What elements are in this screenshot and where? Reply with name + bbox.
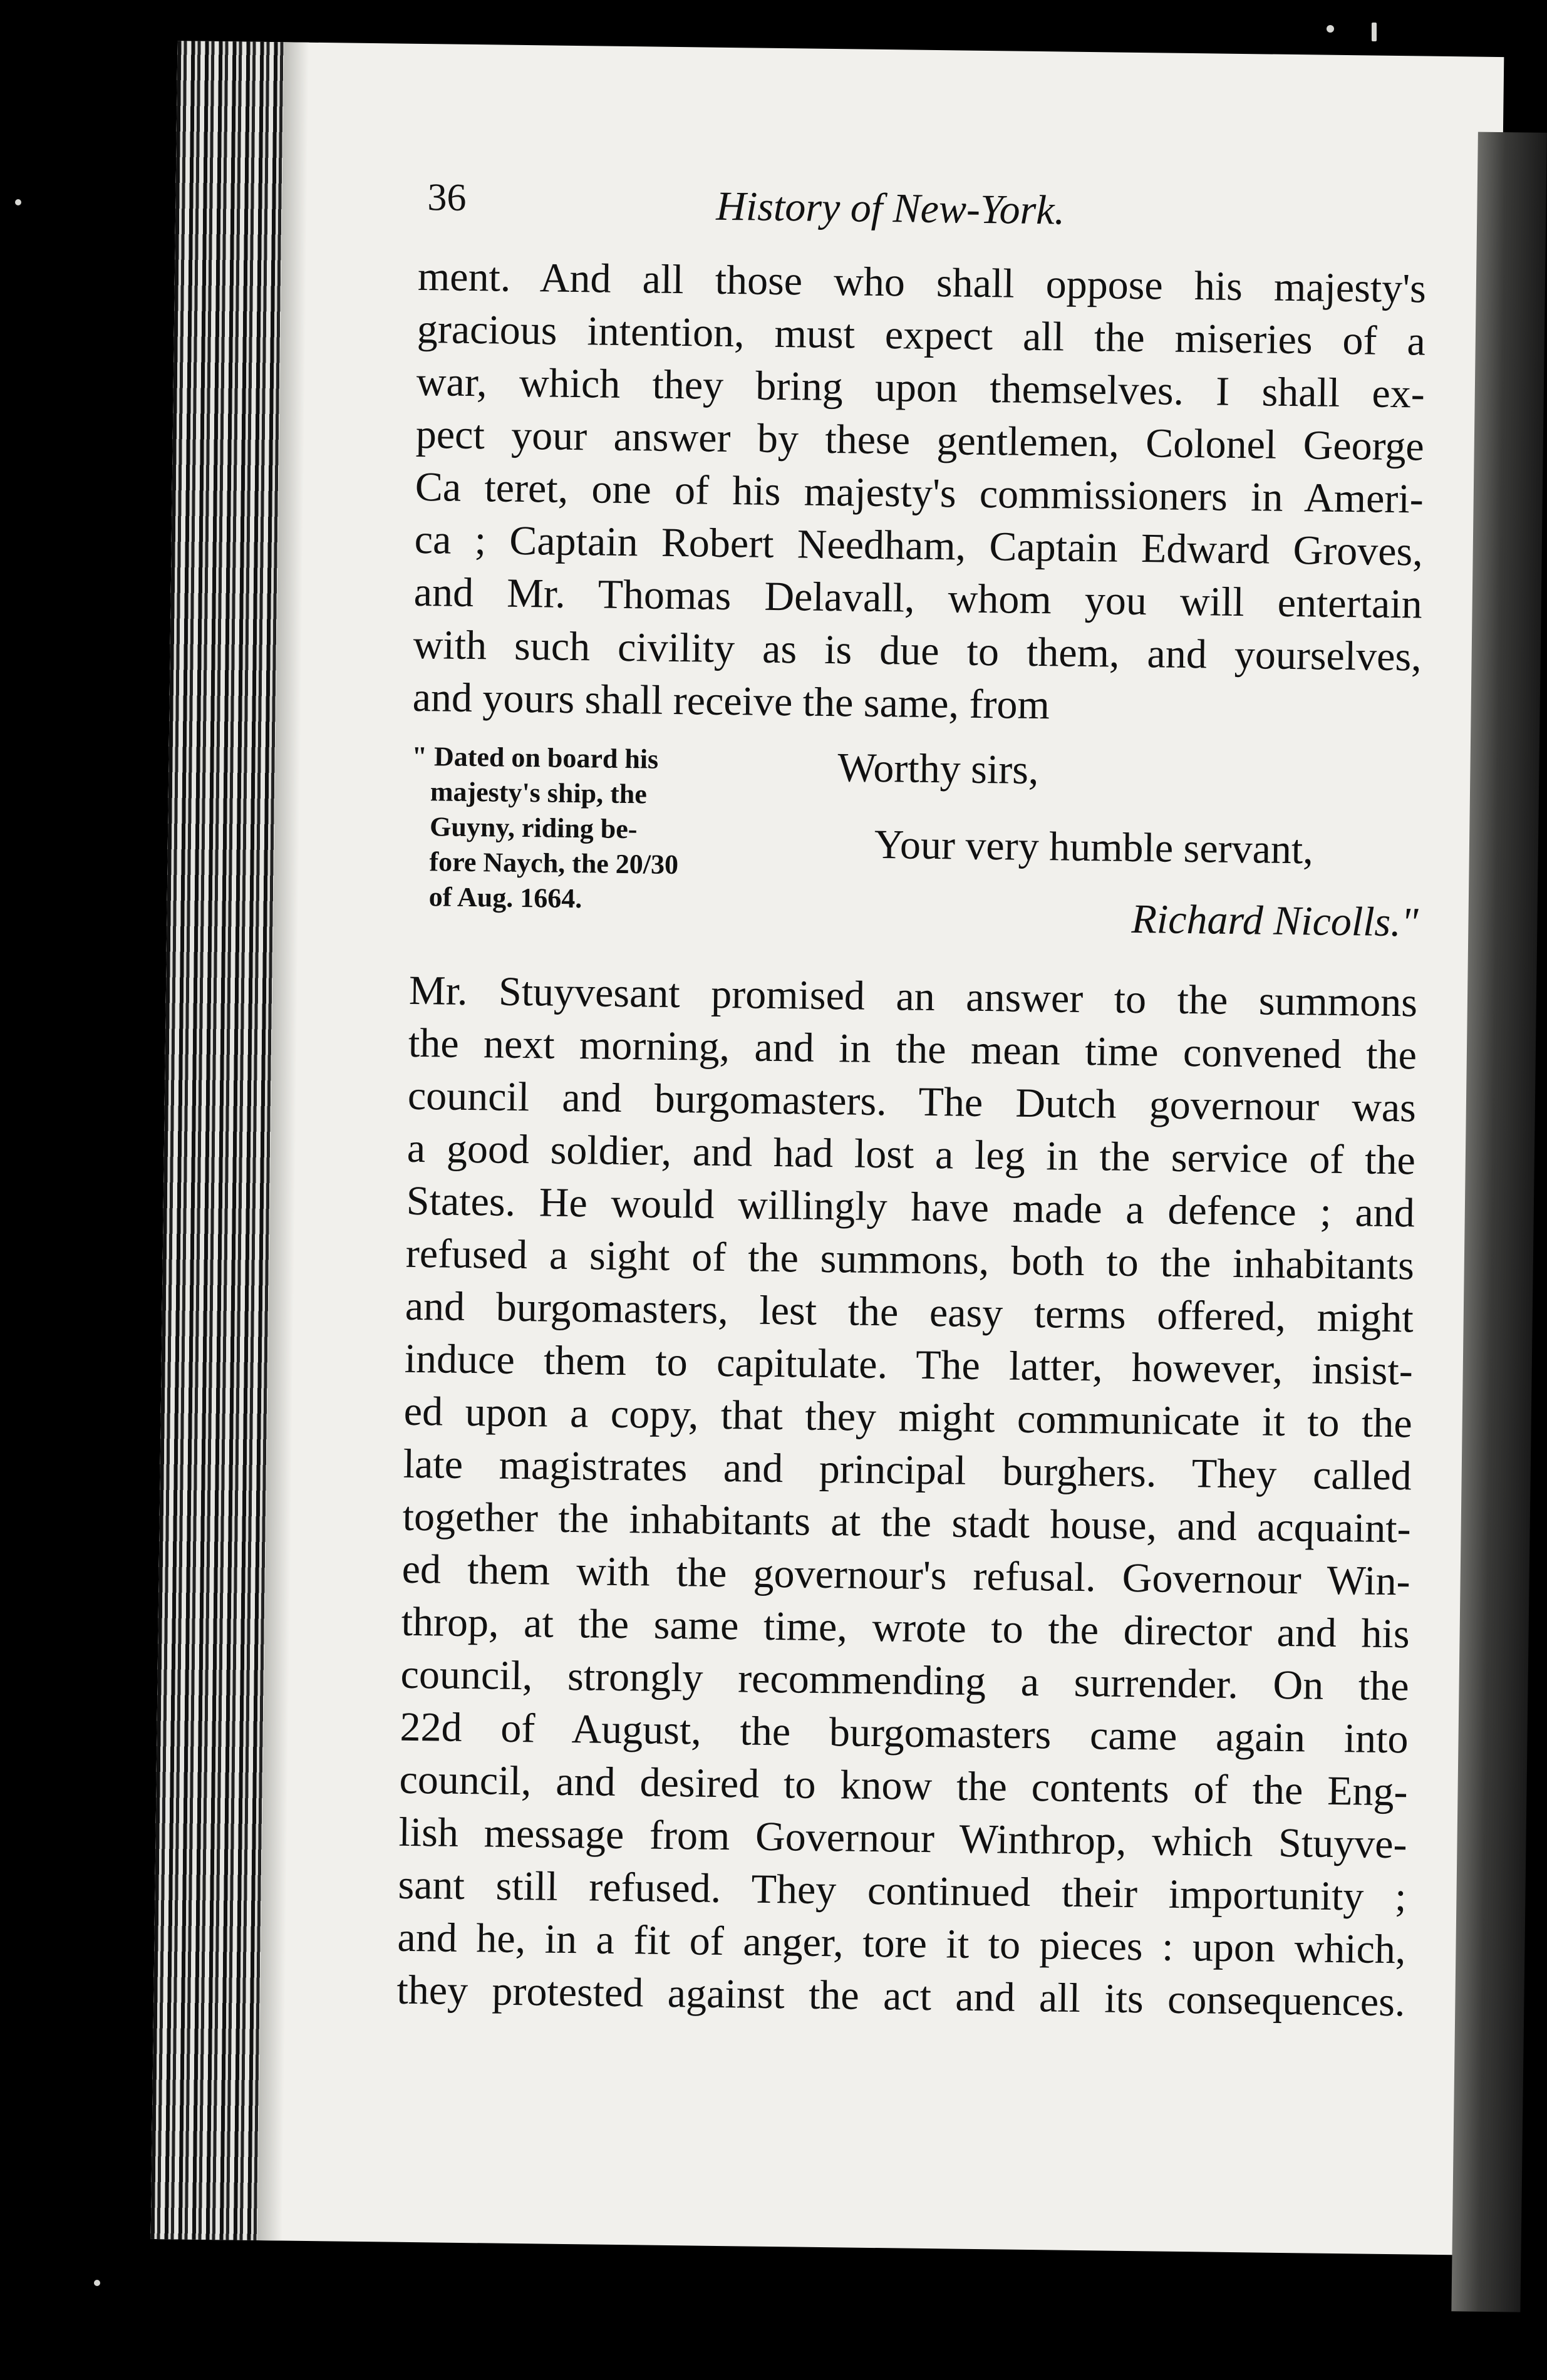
- dateline-line: fore Naych, the 20/30: [429, 846, 679, 881]
- dateline-line: of Aug. 1664.: [428, 881, 582, 914]
- dateline-line: Guyny, riding be-: [429, 811, 638, 845]
- text-line: council and burgomasters. The Dutch governour was: [407, 1072, 1417, 1131]
- scan-speck: [1372, 23, 1377, 41]
- text-line: war, which they bring upon themselves. I shall ex-: [416, 358, 1425, 417]
- text-line: ed them with the governour's refusal. Governour Win-: [401, 1546, 1411, 1605]
- scan-speck: [1327, 25, 1334, 33]
- text-line: with such civility as is due to them, and yourselves,: [413, 621, 1422, 680]
- text-line: States. He would willingly have made a defence ; and: [406, 1177, 1415, 1236]
- text-line: refused a sight of the summons, both to the inhabitants: [405, 1230, 1415, 1289]
- letter-signature: Richard Nicolls.": [1131, 896, 1419, 946]
- text-line: pect your answer by these gentlemen, Colonel George: [415, 411, 1425, 470]
- text-line: Ca teret, one of his majesty's commissioners in Ameri-: [415, 463, 1424, 522]
- text-line: and Mr. Thomas Delavall, whom you will entertain: [413, 569, 1423, 628]
- text-line: and he, in a fit of anger, tore it to pieces : upon which,: [397, 1914, 1406, 1973]
- text-line: the next morning, and in the mean time convened the: [408, 1020, 1417, 1079]
- text-line: sant still refused. They continued their importunity ;: [398, 1861, 1407, 1920]
- text-line: gracious intention, must expect all the miseries of a: [416, 306, 1426, 365]
- text-line: induce them to capitulate. The latter, however, insist-: [404, 1335, 1414, 1394]
- book-page: [151, 41, 1504, 2255]
- text-line: and burgomasters, lest the easy terms offered, might: [405, 1283, 1414, 1342]
- text-line: together the inhabitants at the stadt house, and acquaint-: [402, 1493, 1412, 1552]
- letter-closing-block: [410, 733, 1420, 977]
- scan-speck: [94, 2280, 100, 2286]
- text-line: and yours shall receive the same, from: [412, 674, 1050, 728]
- letter-salutation: Worthy sirs,: [837, 745, 1039, 794]
- page-edge-shadow: [1451, 132, 1547, 2312]
- text-line: ca ; Captain Robert Needham, Captain Edward Groves,: [414, 516, 1424, 575]
- letter-closing: Your very humble servant,: [874, 821, 1314, 873]
- dateline-line: majesty's ship, the: [430, 776, 648, 810]
- letter-dateline: [410, 739, 725, 918]
- text-line: Mr. Stuyvesant promised an answer to the summons: [408, 967, 1418, 1026]
- text-block: [396, 175, 1427, 2029]
- text-line: 22d of August, the burgomasters came again into: [400, 1704, 1409, 1762]
- text-line: council, strongly recommending a surrender. On the: [400, 1651, 1410, 1710]
- running-title: History of New-York.: [715, 183, 1065, 234]
- text-line: late magistrates and principal burghers. They called: [403, 1441, 1412, 1499]
- text-line: council, and desired to know the contents of the Eng-: [399, 1756, 1408, 1815]
- paragraph-letter-close: [412, 251, 1426, 737]
- scan-speck: [15, 199, 21, 205]
- text-line: they protested against the act and all its consequences.: [396, 1967, 1405, 2026]
- text-line: throp, at the same time, wrote to the director and his: [401, 1598, 1410, 1657]
- page-header: [418, 175, 1427, 263]
- page-number: 36: [427, 176, 467, 219]
- text-line: ment. And all those who shall oppose his majesty's: [417, 253, 1427, 312]
- text-line: ed upon a copy, that they might communicate it to the: [403, 1388, 1413, 1447]
- text-line: lish message from Governour Winthrop, which Stuyve-: [398, 1809, 1407, 1868]
- paragraph-stuyvesant: [396, 965, 1417, 2029]
- dateline-line: " Dated on board his: [411, 740, 659, 775]
- text-line: a good soldier, and had lost a leg in the service of the: [406, 1125, 1416, 1184]
